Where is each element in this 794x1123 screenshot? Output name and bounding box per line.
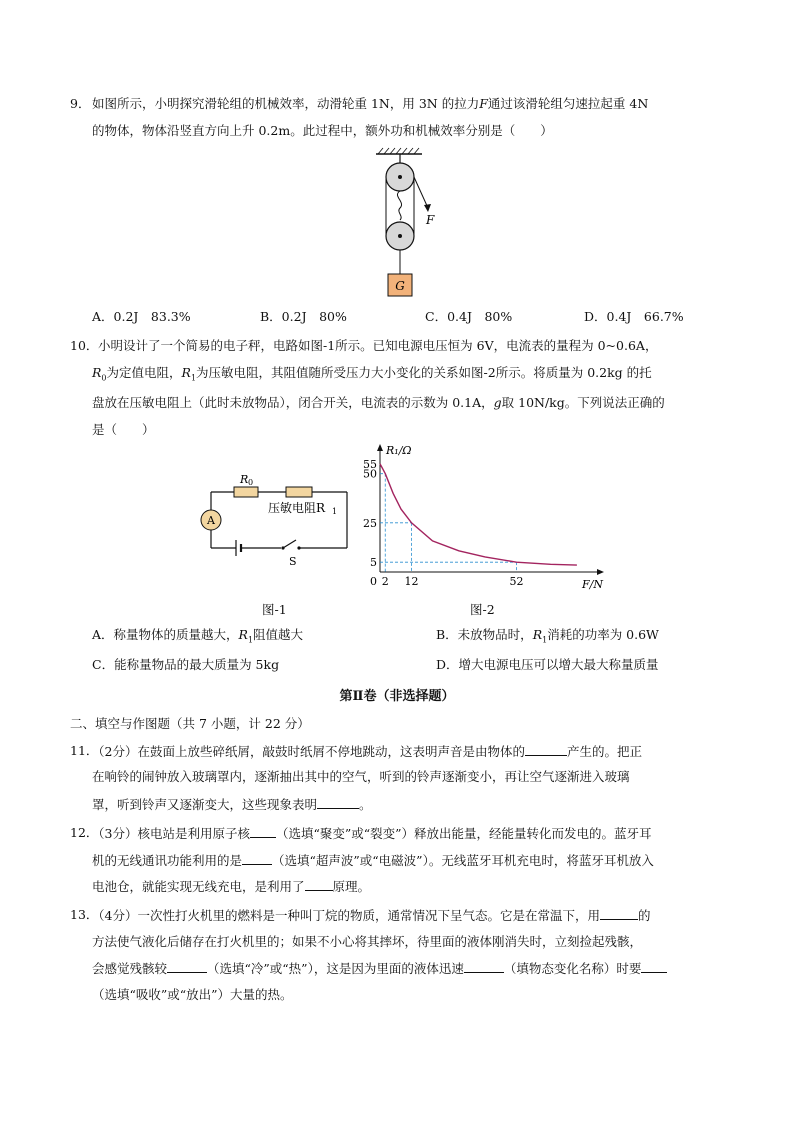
q13-line-1: （4分）一次性打火机里的燃料是一种叫丁烷的物质，通常情况下呈气态。它是在常温下，用 的: [92, 908, 651, 923]
r1-sub: 1: [332, 507, 338, 516]
y-axis-label: R₁/Ω: [386, 444, 412, 457]
r1-label: 压敏电阻R: [268, 501, 326, 515]
y-tick-55: 55: [363, 457, 377, 471]
figure-2-caption: 图-2: [470, 602, 495, 617]
x-axis-label: F/N: [582, 578, 603, 591]
q9-text: 如图所示，小明探究滑轮组的机械效率，动滑轮重 1N，用 3N 的拉力: [92, 96, 480, 111]
q12-line-2: 机的无线通讯功能利用的是 （选填“超声波”或“电磁波”）。无线蓝牙耳机充电时，将蓝牙耳机放入: [92, 853, 654, 868]
circuit-diagram: [196, 470, 356, 570]
x-tick-2: 2: [381, 575, 389, 588]
x-axis-arrow: [597, 569, 604, 575]
q13-line-3: 会感觉残骸较 （选填“冷”或“热”），这是因为里面的液体迅速 （填物态变化名称）时要: [92, 961, 667, 976]
q11-blank-2[interactable]: [317, 797, 359, 809]
force-label: F: [426, 213, 435, 227]
y-tick-5: 5: [370, 556, 377, 570]
y-axis-arrow: [377, 444, 383, 451]
weight-label: G: [395, 279, 405, 293]
q13-number: 13．: [70, 907, 99, 922]
figure-1-caption: 图-1: [262, 602, 287, 617]
q12-blank-3[interactable]: [305, 879, 333, 891]
q12-number: 12．: [70, 825, 99, 840]
q11-number: 11．: [70, 743, 99, 758]
resistance-force-chart: [360, 444, 620, 596]
q11-line-2: 在响铃的闹钟放入玻璃罩内，逐渐抽出其中的空气，听到的铃声逐渐变小，再让空气逐渐进入玻璃: [92, 769, 630, 784]
q9-option-a: A．0.2J 83.3%: [92, 309, 191, 324]
q9-text-tail: 通过该滑轮组匀速拉起重 4N: [487, 96, 649, 111]
q10-option-d: D．增大电源电压可以增大最大称量质量: [436, 657, 659, 672]
q9-option-b: B．0.2J 80%: [260, 309, 347, 324]
pulley-figure: [370, 146, 460, 298]
q12-blank-2[interactable]: [242, 853, 272, 865]
q9-option-c: C．0.4J 80%: [425, 309, 513, 324]
q10-number: 10．: [70, 338, 99, 353]
q13-blank-3[interactable]: [464, 961, 504, 973]
q13-blank-2[interactable]: [167, 961, 207, 973]
q12-line-1: （3分）核电站是利用原子核 （选填“聚变”或“裂变”）释放出能量，经能量转化而发电的。蓝牙耳: [92, 826, 652, 841]
x-tick-12: 12: [404, 575, 419, 588]
q10-line-2: $R_0$为定值电阻，$R_1$为压敏电阻，其阻值随所受压力大小变化的关系如图-2所示。将质量为 0.2kg 的托: [92, 365, 652, 383]
q11-line-3: 罩，听到铃声又逐渐变大，这些现象表明 。: [92, 797, 372, 812]
r0-sub: 0: [248, 478, 254, 487]
q9-line-2: 的物体，物体沿竖直方向上升 0.2m。此过程中，额外功和机械效率分别是（ ）: [92, 123, 553, 138]
origin-label: 0: [370, 575, 377, 588]
q9-line-1: [92, 97, 648, 111]
q13-line-4: （选填“吸收”或“放出”）大量的热。: [92, 987, 293, 1002]
q9-force-var: F: [479, 96, 488, 111]
q10-option-c: C．能称量物品的最大质量为 5kg: [92, 657, 280, 672]
series-curve: [380, 464, 577, 565]
q11-line-1: （2分）在鼓面上放些碎纸屑，敲鼓时纸屑不停地跳动，这表明声音是由物体的 产生的。把正: [92, 744, 642, 759]
q10-line-4: 是（ ）: [92, 422, 155, 437]
q10-option-a: A．称量物体的质量越大，$R_1$阻值越大: [92, 627, 304, 645]
section-heading: 二、填空与作图题（共 7 小题，计 22 分）: [70, 716, 310, 731]
q12-line-3: 电池仓，就能实现无线充电，是利用了 原理。: [92, 879, 371, 894]
q9-option-d: D．0.4J 66.7%: [584, 309, 684, 324]
x-tick-52: 52: [509, 575, 524, 588]
q13-blank-4[interactable]: [641, 961, 667, 973]
q11-blank-1[interactable]: [525, 744, 567, 756]
r0-label: R: [240, 473, 249, 486]
q10-line-3: 盘放在压敏电阻上（此时未放物品），闭合开关，电流表的示数为 0.1A，g取 10N/kg。下列说法正确的: [92, 395, 665, 410]
ammeter-label: A: [207, 514, 215, 527]
q13-line-2: 方法使气液化后储存在打火机里的；如果不小心将其摔坏，待里面的液体刚消失时，立刻捡起残骸，: [92, 934, 643, 949]
y-tick-50: 50: [363, 467, 377, 481]
y-tick-25: 25: [363, 516, 377, 530]
switch-label: S: [289, 555, 297, 568]
q12-blank-1[interactable]: [250, 826, 276, 838]
q9-number: 9．: [70, 96, 91, 111]
q10-option-b: B．未放物品时，$R_1$消耗的功率为 0.6W: [436, 627, 659, 645]
q10-line-1: 小明设计了一个简易的电子秤，电路如图-1所示。已知电源电压恒为 6V，电流表的量程为 0~0.6A，: [98, 338, 658, 353]
q13-blank-1[interactable]: [600, 908, 638, 920]
part-2-title: 第Ⅱ卷（非选择题）: [339, 689, 455, 704]
